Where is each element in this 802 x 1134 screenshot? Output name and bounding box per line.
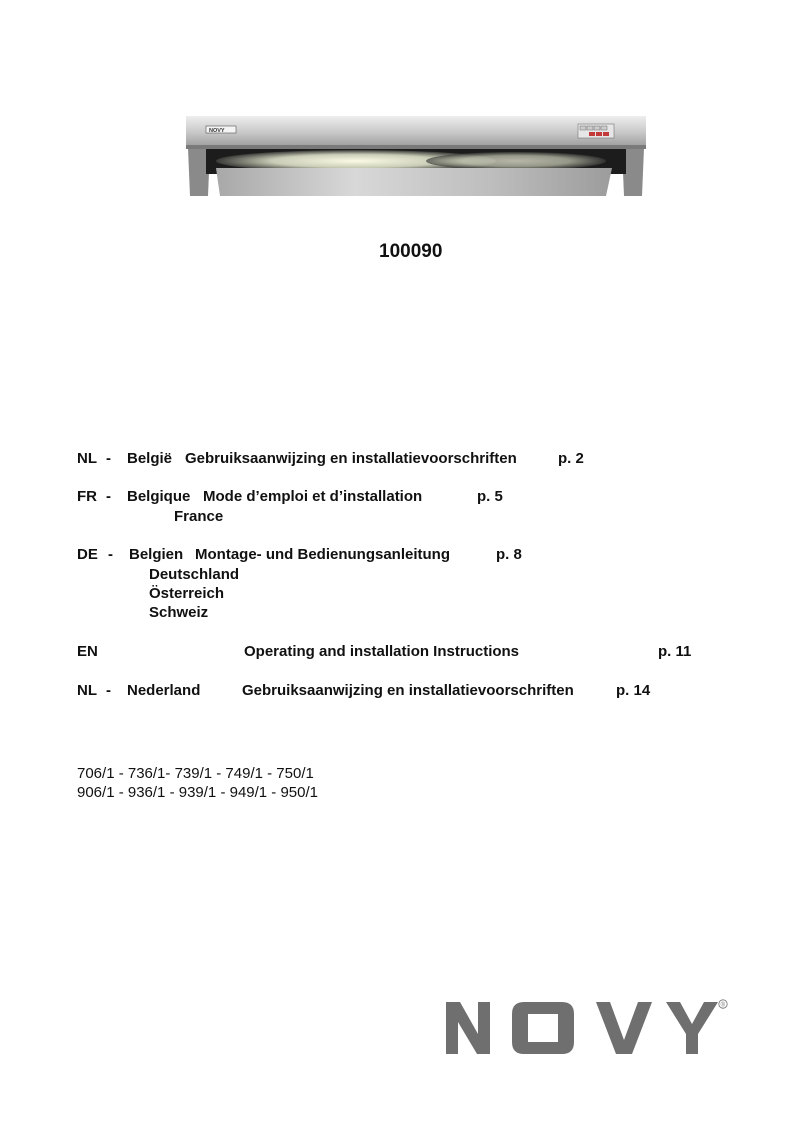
toc-fr-lang: FR [77, 488, 97, 505]
toc-nl-nl-page: p. 14 [616, 682, 651, 699]
model-list-line-1: 706/1 - 736/1- 739/1 - 749/1 - 750/1 [77, 765, 314, 782]
toc-nl-be-country: België [127, 450, 173, 467]
toc-de-dash: - [108, 546, 113, 563]
registered-mark: ® [720, 1002, 726, 1009]
novy-logo [444, 996, 734, 1058]
toc-nl-nl-country: Nederland [127, 682, 201, 699]
toc-nl-be-title: Gebruiksaanwijzing en installatievoorschriften [185, 450, 517, 467]
toc-fr-country-2: France [174, 508, 224, 525]
toc-nl-nl-title: Gebruiksaanwijzing en installatievoorschriften [242, 682, 574, 699]
toc-de-lang: DE [77, 546, 98, 563]
toc-de-country-2: Deutschland [149, 566, 240, 583]
toc-nl-nl-dash: - [106, 682, 111, 699]
toc-en-page: p. 11 [658, 643, 692, 660]
product-image-range-hood [186, 112, 646, 198]
hood-logo-label: NOVY [209, 128, 225, 134]
model-number: 100090 [379, 241, 443, 262]
toc-fr-page: p. 5 [477, 488, 503, 505]
brand-name-text [734, 996, 735, 997]
toc-de-title: Montage- und Bedienungsanleitung [195, 546, 450, 563]
novy-logo-letters [446, 1002, 718, 1054]
novy-logo-graphic [444, 996, 734, 1058]
toc-en-title: Operating and installation Instructions [244, 643, 520, 660]
toc-fr-dash: - [106, 488, 111, 505]
toc-en-lang: EN [77, 643, 98, 660]
toc-de-country-4: Schweiz [149, 604, 209, 621]
toc-fr-country: Belgique [127, 488, 191, 505]
toc-nl-nl-lang: NL [77, 682, 97, 699]
toc-nl-be-lang: NL [77, 450, 97, 467]
toc-de-page: p. 8 [496, 546, 522, 563]
toc-nl-be-page: p. 2 [558, 450, 584, 467]
toc-de-country: Belgien [129, 546, 184, 563]
toc-nl-be-dash: - [106, 450, 111, 467]
toc-de-country-3: Österreich [149, 585, 225, 602]
model-list-line-2: 906/1 - 936/1 - 939/1 - 949/1 - 950/1 [77, 784, 319, 801]
toc-fr-title: Mode d’emploi et d’installation [203, 488, 423, 505]
